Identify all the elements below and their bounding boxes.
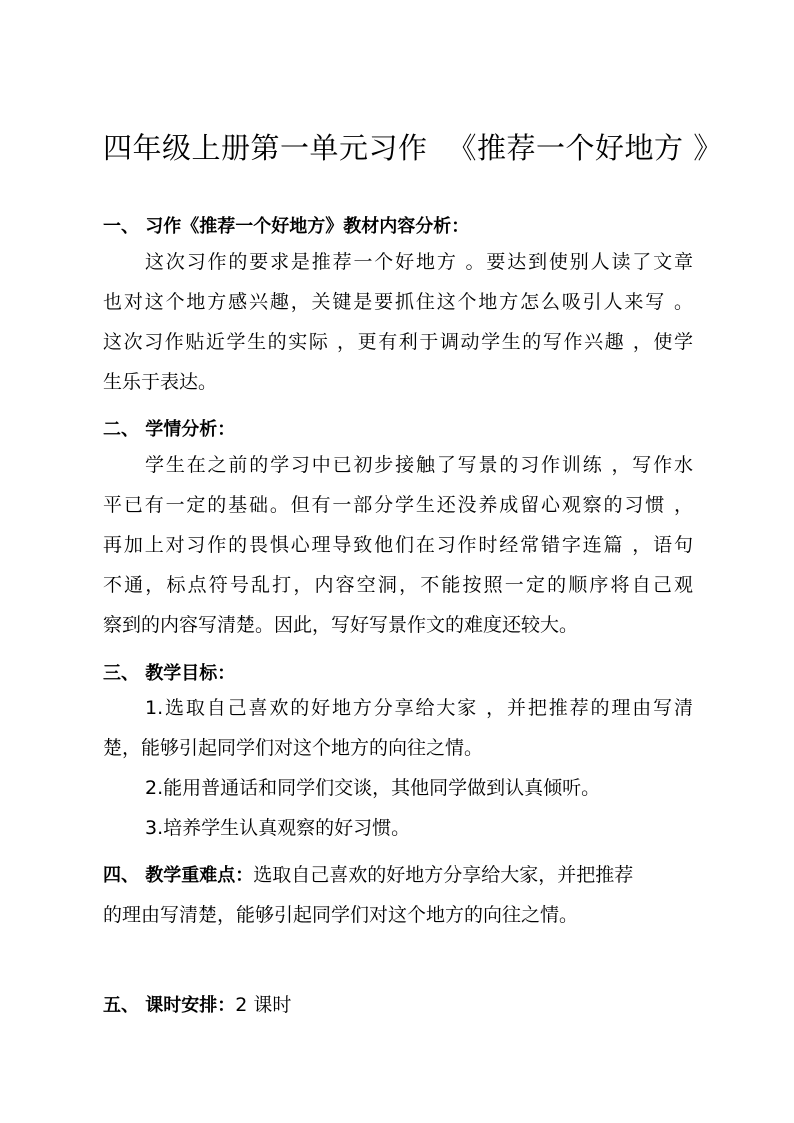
section2-line: 不通，标点符号乱打，内容空洞，不能按照一定的顺序将自己观 bbox=[103, 574, 693, 596]
section3-line: 楚，能够引起同学们对这个地方的向往之情。 bbox=[103, 737, 484, 759]
section3-line: 1.选取自己喜欢的好地方分享给大家 ，并把推荐的理由写清 bbox=[145, 697, 693, 719]
section4-text: 选取自己喜欢的好地方分享给大家，并把推荐 bbox=[253, 864, 634, 886]
title-main: 四年级上册第一单元习作 bbox=[103, 131, 428, 165]
section1-line: 这次习作的要求是推荐一个好地方 。要达到使别人读了文章 bbox=[145, 251, 693, 273]
section2-line: 学生在之前的学习中已初步接触了写景的习作训练 ，写作水 bbox=[145, 454, 693, 476]
section3-line: 3.培养学生认真观察的好习惯。 bbox=[145, 817, 411, 839]
title-book: 《推荐一个好地方 》 bbox=[447, 131, 723, 165]
section2-heading: 二、 学情分析： bbox=[103, 419, 236, 440]
section1-heading: 一、 习作《推荐一个好地方》教材内容分析： bbox=[103, 216, 470, 237]
section4-heading bbox=[103, 860, 633, 891]
section5-heading bbox=[103, 990, 291, 1021]
page-title bbox=[103, 128, 723, 168]
section2-line: 平已有一定的基础。但有一部分学生还没养成留心观察的习惯 ， bbox=[103, 494, 693, 516]
section3-heading: 三、 教学目标： bbox=[103, 663, 236, 684]
section3-line: 2.能用普通话和同学们交谈，其他同学做到认真倾听。 bbox=[145, 777, 601, 799]
section1-line: 也对这个地方感兴趣，关键是要抓住这个地方怎么吸引人来写 。 bbox=[103, 291, 693, 313]
section5-heading-label: 五、 课时安排： bbox=[103, 995, 236, 1016]
section4-heading-label: 四、 教学重难点： bbox=[103, 865, 254, 886]
section5-value: 2 课时 bbox=[235, 994, 292, 1016]
section4-line: 的理由写清楚，能够引起同学们对这个地方的向往之情。 bbox=[103, 904, 579, 926]
section1-line: 这次习作贴近学生的实际 ，更有利于调动学生的写作兴趣 ，使学 bbox=[103, 331, 693, 353]
section1-line: 生乐于表达。 bbox=[103, 371, 218, 393]
section2-line: 再加上对习作的畏惧心理导致他们在习作时经常错字连篇 ，语句 bbox=[103, 534, 693, 556]
section2-line: 察到的内容写清楚。因此，写好写景作文的难度还较大。 bbox=[103, 614, 579, 636]
